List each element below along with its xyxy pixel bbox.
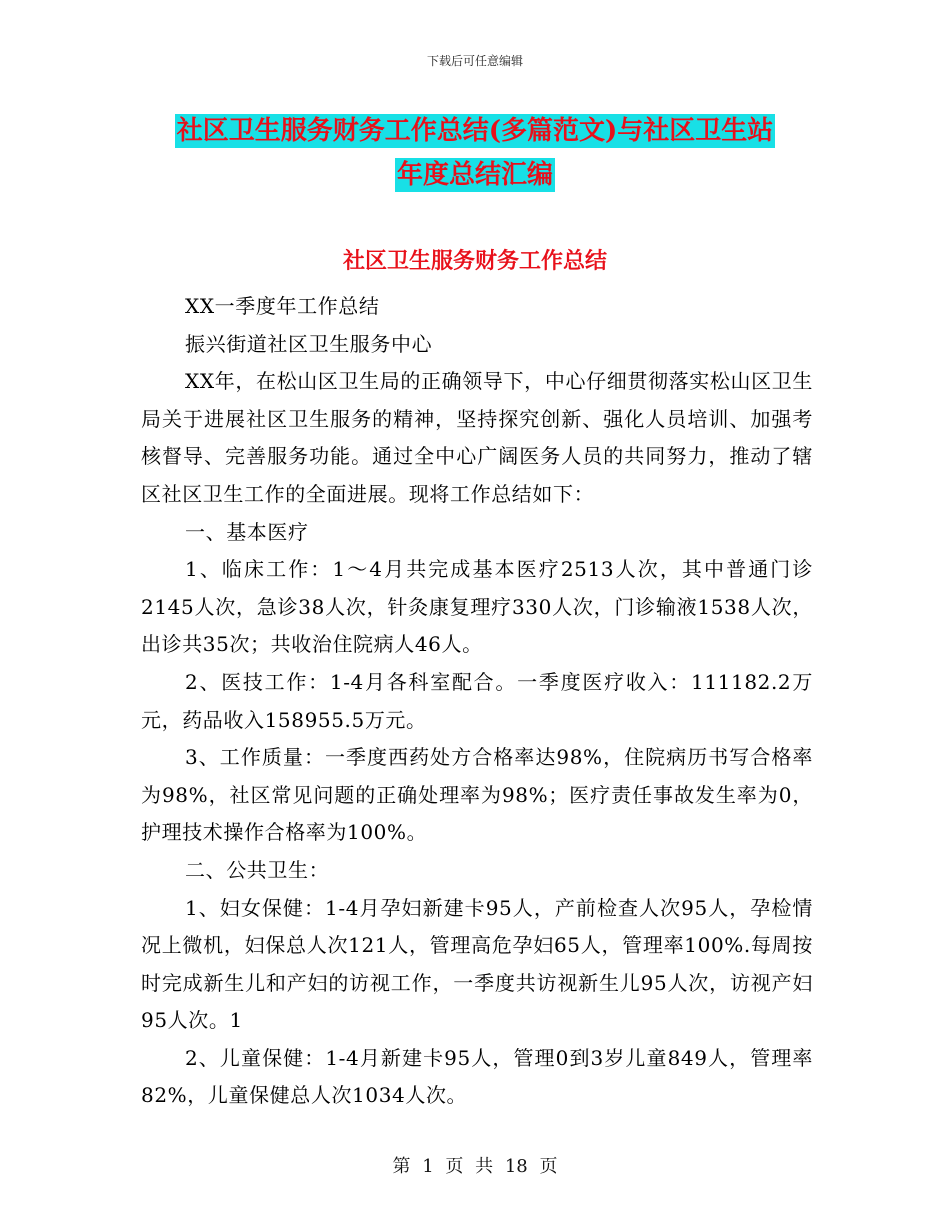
paragraph-clinical-work: 1、临床工作：1～4月共完成基本医疗2513人次，其中普通门诊2145人次，急诊38人次，针灸康复理疗330人次，门诊输液1538人次，出诊共35次；共收治住院病人46人。 [141, 557, 813, 657]
paragraph-medical-tech: 2、医技工作：1-4月各科室配合。一季度医疗收入：111182.2万元，药品收入158955.5万元。 [141, 669, 813, 732]
document-title-text-2: 年度总结汇编 [396, 160, 553, 190]
heading-public-health: 二、公共卫生： [185, 857, 330, 882]
paragraph-women-health: 1、妇女保健：1-4月孕妇新建卡95人，产前检查人次95人，孕检情况上微机，妇保总人次121人，管理高危孕妇65人，管理率100%.每周按时完成新生儿和产妇的访视工作，一季度共访视新生儿95人次，访视产妇95人次。1 [141, 895, 813, 1033]
document-title-line-1 [0, 108, 950, 154]
document-title-text-1: 社区卫生服务财务工作总结(多篇范文)与社区卫生站 [176, 116, 774, 146]
heading-basic-medical: 一、基本医疗 [185, 519, 309, 544]
paragraph-work-quality: 3、工作质量：一季度西药处方合格率达98%，住院病历书写合格率为98%，社区常见问题的正确处理率为98%；医疗责任事故发生率为0，护理技术操作合格率为100%。 [141, 745, 813, 845]
paragraph-report-period: XX一季度年工作总结 [185, 294, 380, 318]
section-title: 社区卫生服务财务工作总结 [342, 248, 607, 274]
paragraph-child-health: 2、儿童保健：1-4月新建卡95人，管理0到3岁儿童849人，管理率82%，儿童保健总人次1034人次。 [141, 1045, 813, 1108]
document-title-line-2 [0, 152, 950, 198]
page-footer: 第 1 页 共 18 页 [392, 1156, 558, 1177]
header-note: 下载后可任意编辑 [426, 54, 523, 68]
paragraph-organization: 振兴街道社区卫生服务中心 [185, 331, 433, 356]
paragraph-intro: XX年，在松山区卫生局的正确领导下，中心仔细贯彻落实松山区卫生局关于进展社区卫生服务的精神，坚持探究创新、强化人员培训、加强考核督导、完善服务功能。通过全中心广阔医务人员的共同努力，推动了辖区社区卫生工作的全面进展。现将工作总结如下： [141, 369, 813, 506]
document-body [141, 288, 813, 1115]
